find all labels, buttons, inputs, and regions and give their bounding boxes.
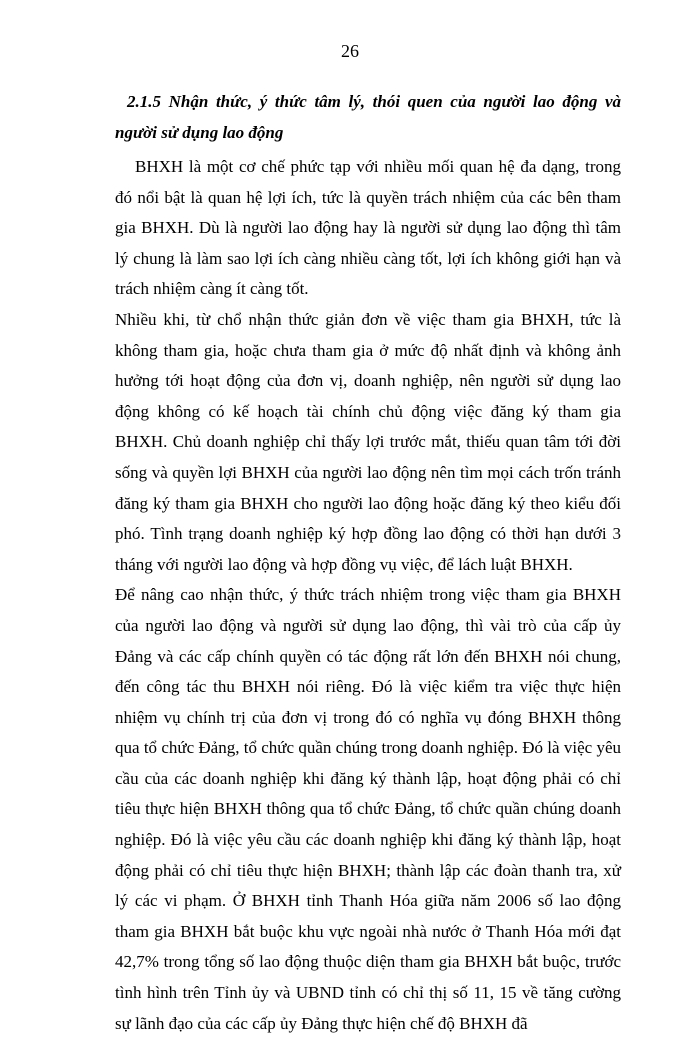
page-content (115, 86, 621, 1039)
paragraph-2: Nhiều khi, từ chổ nhận thức giản đơn về việc tham gia BHXH, tức là không tham gia, hoặc chưa tham gia ở mức độ nhất định và không ảnh hưởng tới hoạt động của đơn vị, doanh nghiệp, nên người sử dụng lao động không có kế hoạch tài chính chủ động việc đăng ký tham gia BHXH. Chủ doanh nghiệp chỉ thấy lợi trước mắt, thiếu quan tâm tới đời sống và quyền lợi BHXH của người lao động nên tìm mọi cách trốn tránh đăng ký tham gia BHXH cho người lao động hoặc đăng ký theo kiểu đối phó. Tình trạng doanh nghiệp ký hợp đồng lao động có thời hạn dưới 3 tháng với người lao động và hợp đồng vụ việc, để lách luật BHXH. (115, 309, 621, 574)
paragraph-3: Để nâng cao nhận thức, ý thức trách nhiệm trong việc tham gia BHXH của người lao động và người sử dụng lao động, thì vài trò của cấp ủy Đảng và các cấp chính quyền có tác động rất lớn đến BHXH nói chung, đến công tác thu BHXH nói riêng. Đó là việc kiểm tra việc thực hiện nhiệm vụ chính trị của đơn vị trong đó có nghĩa vụ đóng BHXH thông qua tổ chức Đảng, tổ chức quần chúng trong doanh nghiệp. Đó là việc yêu cầu của các doanh nghiệp khi đăng ký thành lập, hoạt động phải có chỉ tiêu thực hiện BHXH thông qua tổ chức Đảng, tổ chức quần chúng doanh nghiệp. Đó là việc yêu cầu các doanh nghiệp khi đăng ký thành lập, hoạt động phải có chỉ tiêu thực hiện BHXH; thành lập các đoàn thanh tra, xử lý các vi phạm. Ở BHXH tỉnh Thanh Hóa giữa năm 2006 số lao động tham gia BHXH bắt buộc khu vực ngoài nhà nước ở Thanh Hóa mới đạt 42,7% trong tổng số lao động thuộc diện tham gia BHXH bắt buộc, trước tình hình trên Tỉnh ủy và UBND tỉnh có chỉ thị số 11, 15 về tăng cường sự lãnh đạo của các cấp ủy Đảng thực hiện chế độ BHXH đã (115, 585, 621, 1033)
section-heading: 2.1.5 Nhận thức, ý thức tâm lý, thói quen của người lao động và người sử dụng lao động (115, 92, 621, 142)
paragraph-1: BHXH là một cơ chế phức tạp với nhiều mối quan hệ đa dạng, trong đó nổi bật là quan hệ lợi ích, tức là quyền trách nhiệm của các bên tham gia BHXH. Dù là người lao động hay là người sử dụng lao động thì tâm lý chung là làm sao lợi ích càng nhiều càng tốt, lợi ích không giới hạn và trách nhiệm càng ít càng tốt. (115, 157, 621, 299)
page-number: 26 (341, 41, 359, 61)
